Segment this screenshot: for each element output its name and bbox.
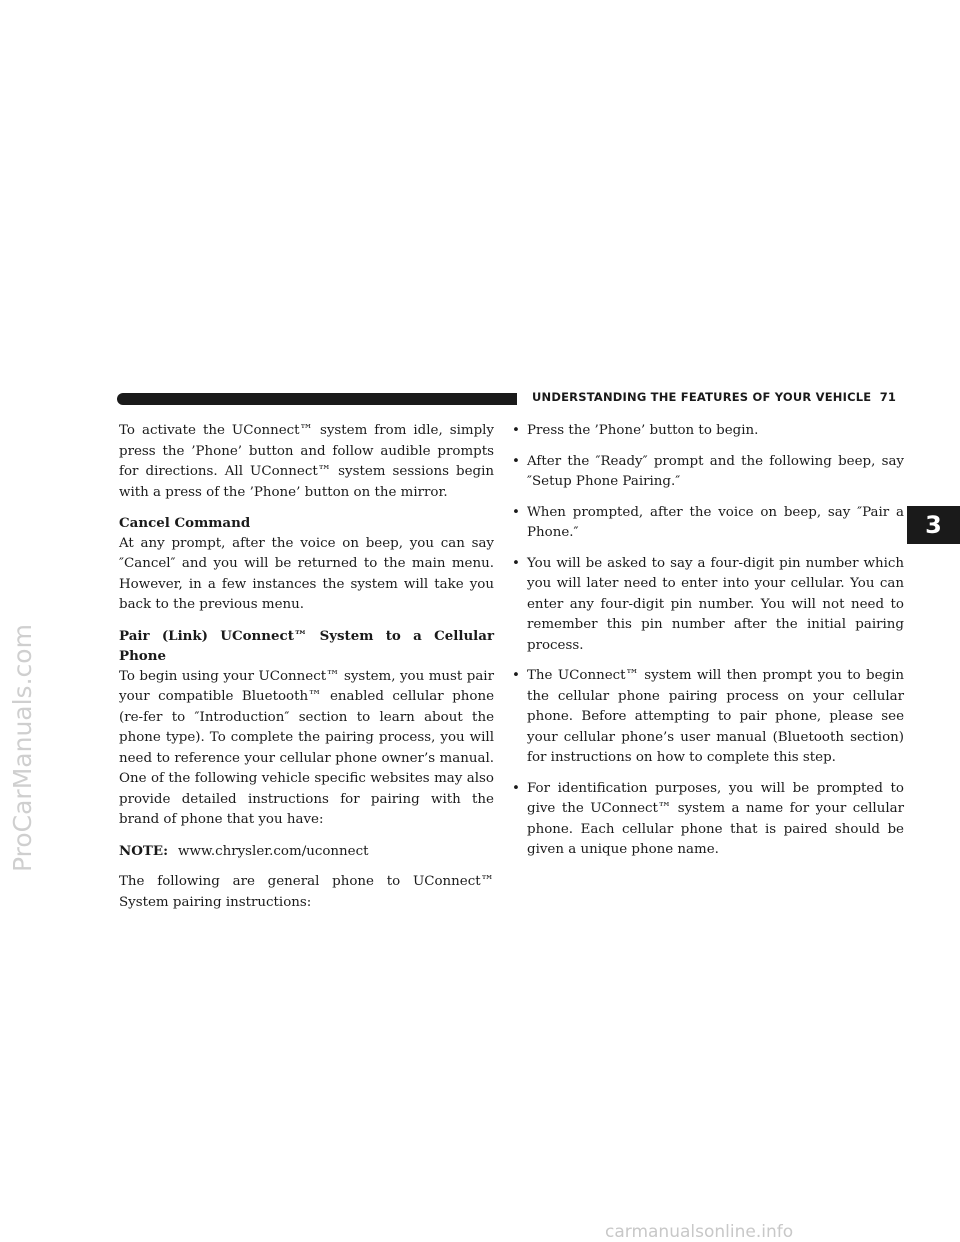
page-header: [117, 390, 907, 405]
list-item-text: The UConnect™ system will then prompt you to begin the cellular phone pairing process on your cellular phone. Before attempting to pair phone, please see your cellular phone’s user manual (Bluetooth section) for instructions on how to complete this step.: [527, 668, 904, 765]
list-item-text: Press the ’Phone’ button to begin.: [527, 423, 759, 438]
cancel-command-heading: Cancel Command: [119, 515, 251, 531]
list-item-text: After the ″Ready″ prompt and the following beep, say ″Setup Phone Pairing.″: [527, 453, 904, 489]
bullet-icon: •: [512, 555, 520, 571]
list-item-text: You will be asked to say a four-digit pin number which you will later need to enter into your cellular. You can enter any four-digit pin number. You will not need to remember this pin number after the initial pairing process.: [527, 555, 904, 653]
bullet-icon: •: [512, 780, 520, 796]
general-instructions-paragraph: The following are general phone to UConnect™ System pairing instructions:: [119, 874, 494, 910]
intro-paragraph: To activate the UConnect™ system from idle, simply press the ’Phone’ button and follow audible prompts for directions. All UConnect™ system sessions begin with a press of the ’Phone’ button on the mirror.: [119, 423, 494, 500]
watermark-carmanualsonline: carmanualsonline.info: [605, 1222, 794, 1242]
list-item: [512, 554, 904, 657]
left-column: [119, 421, 494, 923]
bullet-icon: •: [512, 453, 520, 469]
chapter-tab: 3: [907, 506, 960, 544]
list-item: [512, 503, 904, 544]
header-rule: [117, 393, 517, 405]
page-number: 71: [879, 390, 897, 404]
bullet-icon: •: [512, 504, 520, 520]
cancel-command-paragraph: At any prompt, after the voice on beep, you can say ″Cancel″ and you will be returned to the main menu. However, in a few instances the system will take you back to the previous menu.: [119, 535, 494, 612]
list-item: [512, 779, 904, 861]
list-item-text: For identification purposes, you will be prompted to give the UConnect™ system a name for your cellular phone. Each cellular phone that is paired should be given a unique phone name.: [527, 780, 904, 857]
list-item: [512, 666, 904, 769]
section-title: UNDERSTANDING THE FEATURES OF YOUR VEHICLE: [532, 390, 872, 404]
list-item-text: When prompted, after the voice on beep, say ″Pair a Phone.″: [527, 504, 904, 540]
watermark-procarmanuals: ProCarManuals.com: [8, 624, 37, 872]
list-item: [512, 421, 904, 442]
bullet-icon: •: [512, 423, 520, 438]
note-url: www.chrysler.com/uconnect: [178, 843, 369, 859]
note-label: NOTE:: [119, 842, 169, 859]
pair-heading: Pair (Link) UConnect™ System to a Cellular Phone: [119, 627, 494, 664]
header-title: [532, 390, 896, 404]
pair-paragraph: To begin using your UConnect™ system, you must pair your compatible Bluetooth™ enabled cellular phone (re-fer to ″Introduction″ section to learn about the phone type). To complete the pairing process, you will need to reference your cellular phone owner’s manual. One of the following vehicle specific websites may also provide detailed instructions for pairing with the brand of phone that you have:: [119, 668, 494, 827]
pairing-steps-list: [512, 421, 904, 861]
list-item: [512, 452, 904, 493]
note-paragraph: [119, 841, 494, 863]
bullet-icon: •: [512, 668, 520, 683]
right-column: [512, 421, 904, 871]
